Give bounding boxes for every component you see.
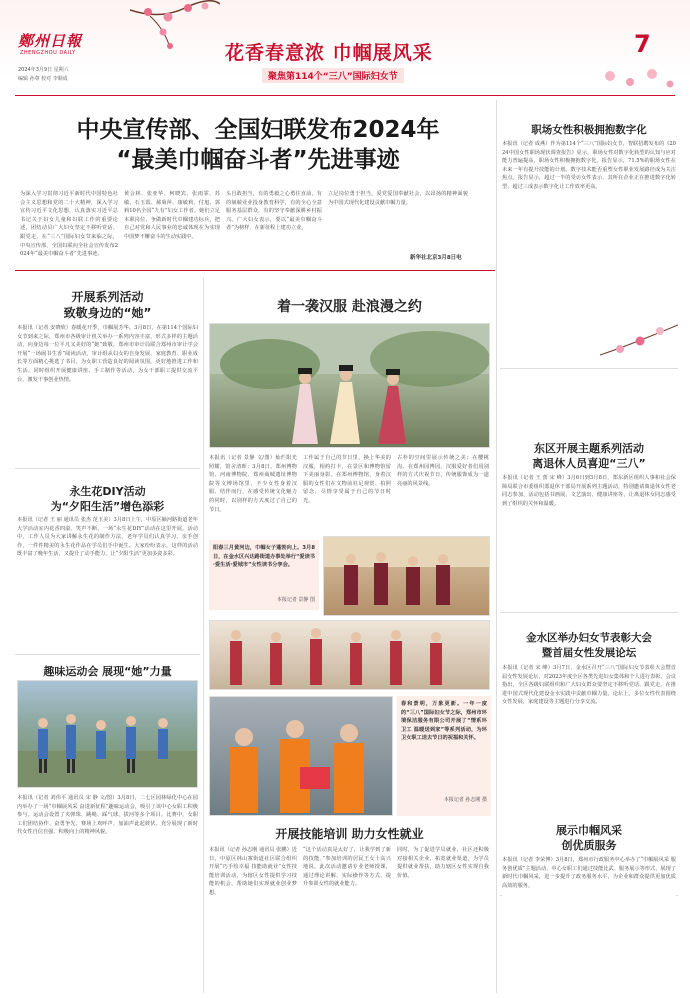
article-title-hanfu: 着一袭汉服 赴浪漫之约 (277, 299, 422, 315)
lead-body-col3: 头自敢担当，有的勇毅之心勇往直前，有的兢兢业业投身教育科学，有的全心全意服务基层群众，有的坚守奉献深耕乡村振兴。广大妇女表示，要以“最美巾帼奋斗者”为榜样，在新征程上建功立业。 (226, 191, 322, 232)
column-rule (496, 100, 497, 993)
article-title-jinshui-2: 暨首届女性发展论坛 (541, 647, 637, 659)
section-rule (15, 654, 200, 655)
hanfu-photo (209, 323, 490, 448)
article-body-service: 本报讯（记者 李荣博）3月8日，郑州市行政服务中心举办了“巾帼展风采 服务创优质”主题活动，中心女职工们通过技能比武、服务展示等形式，展现了新时代巾帼风采，进一步提升了政务服务水平，为企业和群众提供更加优质高效的服务。 (502, 856, 676, 984)
section-rule (500, 368, 678, 369)
lead-headline-2: “最美巾帼奋斗者”先进事迹 (116, 147, 400, 173)
sanitation-workers-photo (209, 696, 393, 816)
article-body-digital-women: 本报讯（记者 成燕）作为第114个“三八”国际妇女节，智联招聘发布的《2024中国女性职场现状调查报告》显示，职场女性对数字化转型的认知与应对能力普遍提高，职场女性积极拥抱数字化。报告显示，71.5%的职场女性在未来一年有提升技能的计划。数字技术能否重塑女性职业发展路径成为关注焦点。报告显示，超过一半的受访女性表示，其所在企业正在推进数字化转型，超过三成表示数字化让工作效率更高。 (502, 141, 676, 190)
center-column (207, 278, 492, 998)
left-column (15, 278, 200, 998)
sanitation-caption-credit: 本报记者 孙志刚 摄 (443, 797, 487, 803)
lead-body-col2: 黄会林、张亚华、柯晓宾、张雨霏、苏敏、石玉霞、郝菊萍、康敏莉、付旭、郭莉10名全国“九有”妇女工作者。她们立足本职岗位，争做新时代巾帼建功标兵，把自己对党和人民事业的忠诚体现在为实现中国梦不懈奋斗的生动实践中。 (124, 191, 220, 240)
article-title-series-activities-2: 致敬身边的“她” (63, 306, 152, 320)
hanfu-caption-box (209, 540, 319, 610)
masthead (0, 0, 690, 96)
issue-editor: 编辑 孙尊 校对 李顺成 (18, 76, 68, 82)
article-title-diy-flowers-2: 为“夕阳生活”增色添彩 (50, 500, 165, 513)
women-celebration-photo (209, 620, 490, 690)
right-column (500, 100, 678, 998)
article-body-retirees: 本报讯（记者 王 蕾 宋 峰）3月6日到3月8日，郑东新区组织人事和社会保障局联合市委组织部退休干部局开展系列主题活动，特别邀请离退休女性老同志参加，活动包括书画展、文艺演出、健康讲座等，让离退休女同志感受到了组织的关怀和温暖。 (502, 475, 676, 507)
hanfu-caption-credit: 本报记者 景静 图 (276, 597, 315, 603)
article-title-fun-sports: 趣味运动会 展现“她”力量 (43, 665, 172, 678)
article-body-series-activities: 本报讯（记者 安晓欣）春暖花开季，巾帼展芳华。3月8日，在第114个国际妇女节到来之际，郑州市各级审计机关举办一系列内容丰富、形式多样的主题活动，向身边每一位平凡又美好的“她”致敬。郑州市审计局联合郑州市审计学会开展“一场闹书生香”阅读活动，审计组从妇女的自身发展、家庭教育、职业成长等方面精心挑选了书目，为女职工营造良好的阅读氛围，更好地推进工作和生活。同时组织开展健康讲座、手工制作等活动，为女干部职工提供交流平台，激发干事创业热情。 (17, 325, 198, 383)
hanfu-body-col2: 工作属于自己的节日里，换上华美的汉服，相约打卡，在景区和博物馆留下美丽身影。在郑州博物馆，身着汉服的女性们在文物前驻足观赏、拍照留念，尽情享受属于自己的节日时光。 (303, 455, 391, 504)
article-title-jinshui-1: 金水区举办妇女节表彰大会 (526, 632, 652, 644)
page-theme: 花香春意浓 巾帼展风采 (225, 42, 433, 64)
section-rule (500, 612, 678, 613)
page-subtheme: 聚焦第114个“三八”国际妇女节 (262, 68, 404, 83)
article-body-fun-sports: 本报讯（记者 刘伟平 通讯员 宋 静 文/图）3月8日，二七区园林绿化中心在园内举办了一场“巾帼展风采 奋进新征程”趣味运动会，吸引了该中心女职工积极参与。运动会设置了夹弹珠、跳绳、踩气球、拔河等多个项目。比赛中，女职工们团结协作、奋勇争先，赛场上欢呼声、加油声此起彼伏，充分展现了新时代女性自信自强、积极向上的精神风貌。 (17, 795, 198, 836)
masthead-rule (15, 95, 675, 96)
sanitation-caption: 春和景明，万象更新。一年一度的“三八”国际妇女节之际，郑州市环境保洁服务有限公司开展了“情系环卫工 温暖送到家”等系列活动，为环卫女职工送去节日的祝福和关怀。 (401, 701, 487, 742)
reading-event-photo (323, 536, 490, 616)
article-title-retirees-2: 离退休人员喜迎“三八” (532, 457, 646, 470)
skills-body-col2: “这个活动真是太好了，让我学到了新的技能。”参加培训的居民王女士高兴地说。此次活动邀请专业老师授课，通过理论讲解、实际操作等方式，提升参训女性的就业能力。 (303, 847, 391, 888)
article-title-service-2: 创优质服务 (500, 837, 678, 853)
section-rule (15, 468, 200, 469)
article-title-diy-flowers-1: 永生花DIY活动 (69, 485, 146, 498)
plum-blossom-decoration (130, 0, 220, 62)
lead-headline-1: 中央宣传部、全国妇联发布2024年 (76, 117, 440, 143)
skills-body-col3: 同时，为了促进学员就业，社区还积极对接相关企业，拓宽就业渠道，为学员提供就业帮扶，助力辖区女性实现自我价值。 (397, 847, 489, 879)
lead-body-col1: 为深入学习贯彻习近平新时代中国特色社会主义思想和党的二十大精神，深入学习宣传习近平文化思想，认真落实习近平总书记关于妇女儿童和妇联工作的重要论述，团结动员广大妇女坚定不移听党话、跟党走，在“三八”国际妇女节来临之际，中央宣传部、全国妇联向全社会宣传发布2024年“最美巾帼奋斗者”先进事迹。 (20, 191, 118, 258)
article-body-jinshui: 本报讯（记者 宋 峰）3月7日，金水区召开“三八”国际妇女节表彰大会暨首届女性发展论坛，对2023年度全区各类先进妇女集体和个人进行表彰。会议指出，全区各级妇联组织和广大妇女群众要坚定不移听党话、跟党走，在推进中国式现代化建设金水实践中贡献巾帼力量。论坛上，多位女性代表围绕女性发展、家庭建设等主题进行分享交流。 (502, 665, 676, 706)
fun-sports-photo (17, 680, 198, 788)
lead-body-col4: 立足岗位勇于担当，爱党爱国奉献社会，以昂扬的精神面貌为中国式现代化建设贡献巾帼力量。 (328, 191, 468, 206)
column-rule (203, 278, 204, 993)
hanfu-body-col3: 古朴的空间里展示传统之美；在樱桃沟、在郑州园博园，汉服爱好者们用别样的方式庆祝节日，传统服饰成为一道亮丽的风景线。 (397, 455, 489, 487)
article-title-series-activities-1: 开展系列活动 (71, 290, 144, 304)
page-number: 7 (634, 30, 651, 58)
issue-date: 2024年3月9日 星期六 (18, 67, 69, 73)
flower-decoration-right (590, 56, 680, 94)
hanfu-body-col1: 本报讯（记者 景静 文/图）灿烂阳光照耀，馆舍清晖；3月8日，郑州博物馆、河南博物院、郑州商城遗址博物院等文博场馆里，不少女性身着汉服、结伴而行，在感受传统文化魅力的同时，以别样的方式度过了自己的节日。 (209, 455, 297, 513)
article-body-diy-flowers: 本报讯（记者 王 丽 通讯员 张杰 范玉美）3月8日上午，中原区颍河路街道老年大学活动室内花香四溢、笑声不断，一场“永生花DIY”活动在这里开展。活动中，工作人员为大家讲解永生花的制作方法，老年学员们认真学习、亲手创作，一件件精美的永生花作品在学员们手中诞生。大家纷纷表示，这样的活动既丰富了晚年生活，又提升了动手能力，让“夕阳生活”更加多姿多彩。 (17, 517, 198, 558)
newspaper-logo-sub: ZHENGZHOU DAILY (20, 50, 76, 56)
article-title-retirees-1: 东区开展主题系列活动 (534, 442, 644, 455)
skills-body-col1: 本报讯（记者 孙志刚 通讯员 张鹏）近日，中原区林山寨街道社区联合组织开展“巧手绘幸福 技能助就业”女性技能培训活动，为辖区女性提供学习技能的机会，帮助她们实现就业创业梦想。 (209, 847, 297, 896)
newspaper-logo: 鄭州日報 (18, 32, 83, 50)
lead-rule (15, 270, 495, 271)
hanfu-caption: 阳春三月黄河边，巾帼女子蓬勃向上。3月8日，在金水区兴达路街道办事处举行“爱读书·爱生活·爱城市”女性读书分享会。 (213, 545, 315, 569)
article-title-service-1: 展示巾帼风采 (500, 822, 678, 838)
article-title-skills-training: 开展技能培训 助力女性就业 (275, 827, 424, 841)
lead-byline: 新华社北京3月8日电 (410, 255, 462, 261)
flower-image (600, 315, 678, 365)
sanitation-caption-box (397, 696, 491, 816)
article-title-digital-women: 职场女性积极拥抱数字化 (531, 124, 647, 136)
